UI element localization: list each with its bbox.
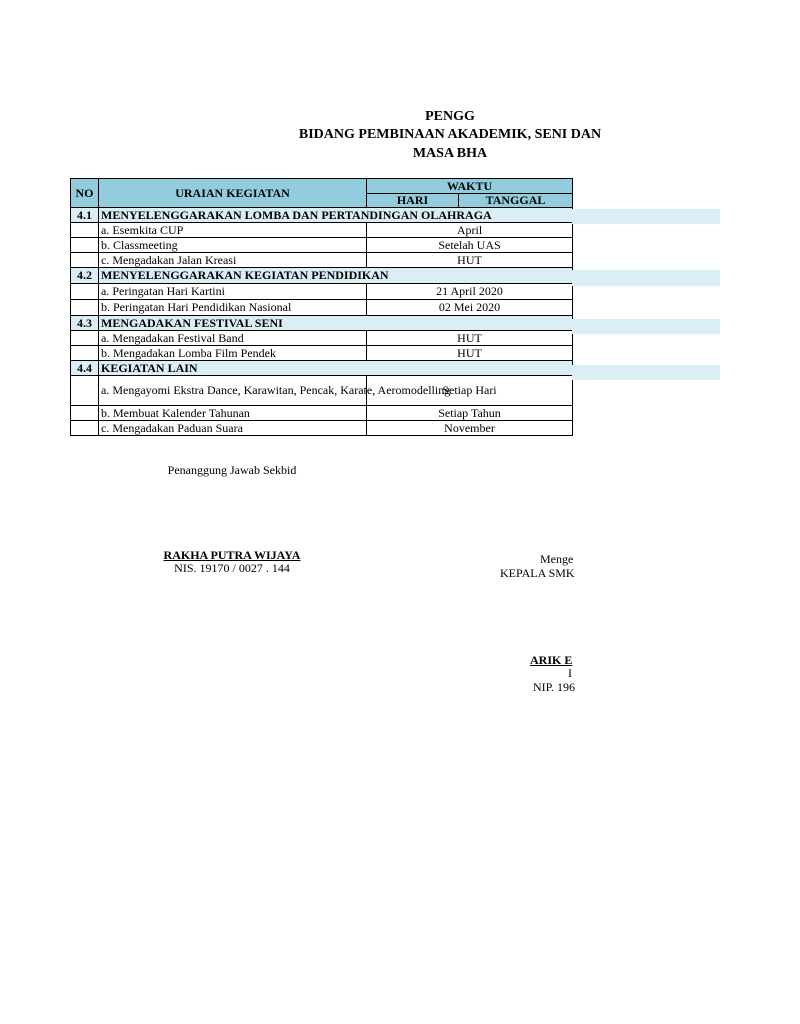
activity-table — [70, 178, 573, 436]
signer-title-right: I — [568, 666, 572, 680]
section-row — [71, 316, 573, 331]
table-row — [71, 331, 573, 346]
activity-text: b. Classmeeting — [99, 238, 367, 253]
activity-time: HUT — [367, 346, 573, 361]
activity-text: b. Membuat Kalender Tahunan — [99, 406, 367, 421]
activity-text: a. Esemkita CUP — [99, 223, 367, 238]
activity-text: b. Mengadakan Lomba Film Pendek — [99, 346, 367, 361]
activity-text: c. Mengadakan Jalan Kreasi — [99, 253, 367, 268]
table-row — [71, 406, 573, 421]
table-row — [71, 284, 573, 300]
activity-text: c. Mengadakan Paduan Suara — [99, 421, 367, 436]
activity-time: April — [367, 223, 573, 238]
title-line-2: BIDANG PEMBINAAN AKADEMIK, SENI DAN — [298, 127, 602, 142]
signer-name-left: RAKHA PUTRA WIJAYA — [163, 548, 301, 562]
activity-text: b. Peringatan Hari Pendidikan Nasional — [99, 300, 367, 316]
activity-time: HUT — [367, 331, 573, 346]
signer-role-left: Penanggung Jawab Sekbid — [167, 463, 297, 477]
section-number: 4.2 — [71, 268, 99, 284]
section-title: MENGADAKAN FESTIVAL SENI — [99, 316, 573, 331]
signer-name-right: ARIK E — [530, 653, 573, 667]
activity-time: Setiap Hari — [367, 376, 573, 406]
signer-id-right: NIP. 196 — [533, 680, 576, 694]
header-uraian: URAIAN KEGIATAN — [99, 179, 367, 208]
table-row — [71, 253, 573, 268]
title-line-1: PENGG — [425, 109, 475, 124]
activity-time: 21 April 2020 — [367, 284, 573, 300]
table-row — [71, 421, 573, 436]
activity-text: a. Mengadakan Festival Band — [99, 331, 367, 346]
section-number: 4.3 — [71, 316, 99, 331]
activity-time: HUT — [367, 253, 573, 268]
section-band — [572, 319, 720, 334]
signer-approval-right: Menge — [540, 552, 574, 566]
activity-text: a. Peringatan Hari Kartini — [99, 284, 367, 300]
table-row — [71, 223, 573, 238]
activity-text: a. Mengayomi Ekstra Dance, Karawitan, Pencak, Karate, Aeromodelling — [99, 376, 367, 406]
section-number: 4.4 — [71, 361, 99, 376]
section-band — [572, 270, 720, 286]
header-hari: HARI — [367, 194, 459, 208]
title-line-3: MASA BHA — [412, 146, 488, 161]
activity-time: November — [367, 421, 573, 436]
table-row — [71, 238, 573, 253]
activity-time: 02 Mei 2020 — [367, 300, 573, 316]
table-row — [71, 300, 573, 316]
signer-role-right: KEPALA SMK — [500, 566, 575, 580]
section-title: MENYELENGGARAKAN LOMBA DAN PERTANDINGAN OLAHRAGA — [99, 208, 573, 223]
table-row — [71, 376, 573, 406]
section-number: 4.1 — [71, 208, 99, 223]
activity-time: Setiap Tahun — [367, 406, 573, 421]
section-band — [572, 209, 720, 224]
section-title: MENYELENGGARAKAN KEGIATAN PENDIDIKAN — [99, 268, 573, 284]
section-row — [71, 208, 573, 223]
section-title: KEGIATAN LAIN — [99, 361, 573, 376]
header-tanggal: TANGGAL — [459, 194, 573, 208]
section-row — [71, 268, 573, 284]
activity-time: Setelah UAS — [367, 238, 573, 253]
header-no: NO — [71, 179, 99, 208]
header-waktu: WAKTU — [367, 179, 573, 194]
signer-id-left: NIS. 19170 / 0027 . 144 — [174, 561, 290, 575]
section-band — [572, 365, 720, 380]
section-row — [71, 361, 573, 376]
table-row — [71, 346, 573, 361]
